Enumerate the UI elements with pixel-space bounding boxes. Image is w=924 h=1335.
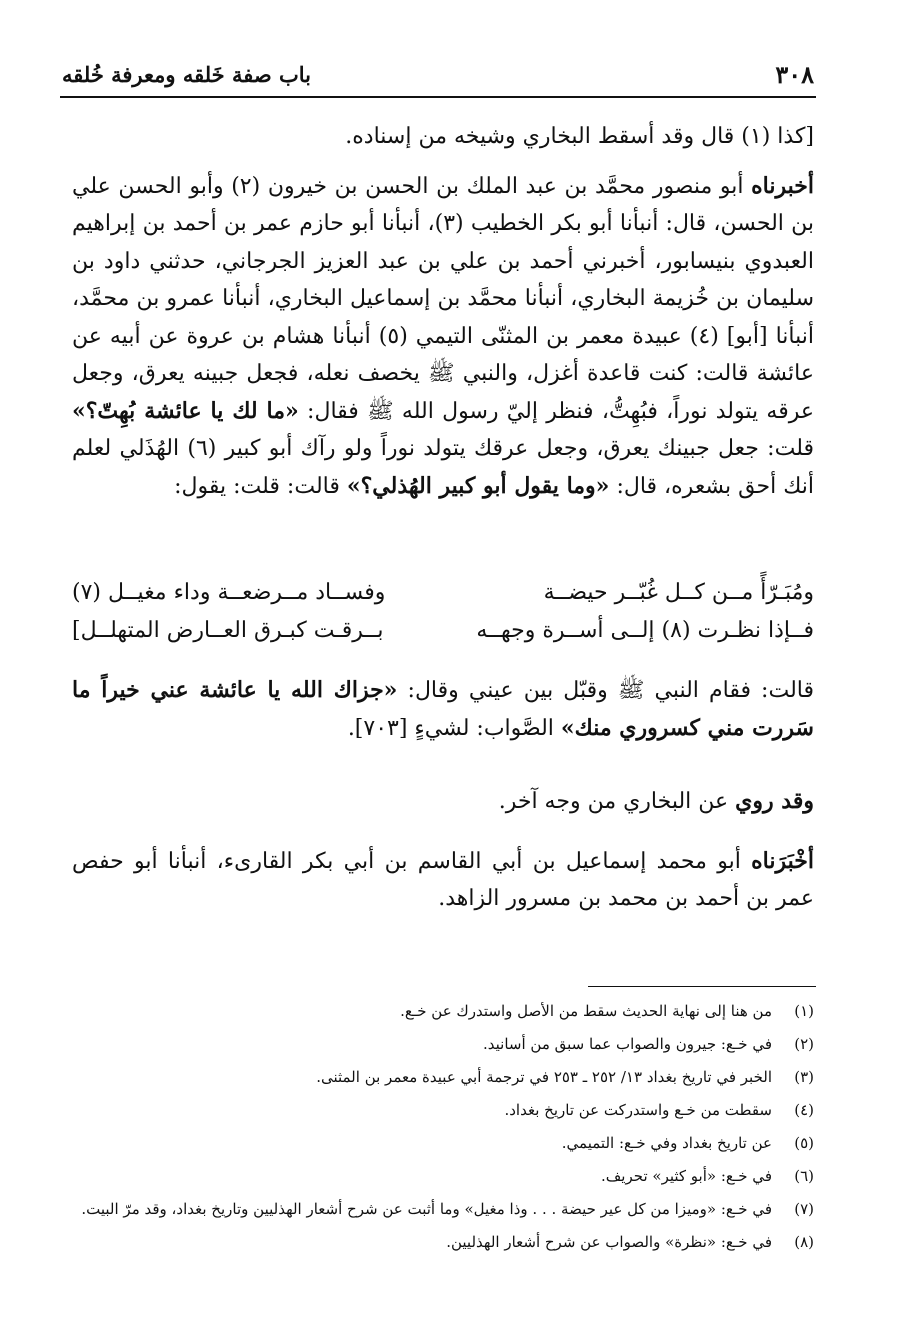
footnote-text: من هنا إلى نهاية الحديث سقط من الأصل واستدرك عن خـع. [400,1002,772,1020]
main-text [72,118,814,505]
page-header [62,60,814,90]
footnote-text: في خـع: «أبو كثير» تحريف. [601,1167,772,1185]
main-text-2 [72,672,814,918]
footnote-text: في خـع: «وميزا من كل عير حيضة . . . وذا مغيل» وما أثبت عن شرح أشعار الهذليين وتاريخ بغداد، وقد مرّ البيت. [81,1200,772,1218]
footnote-rule [588,986,816,987]
paragraph-4-lead: وقد روي [735,788,814,814]
footnote-text: الخبر في تاريخ بغداد ١٣/ ٢٥٢ ـ ٢٥٣ في ترجمة أبي عبيدة معمر بن المثنى. [316,1068,772,1086]
paragraph-3 [72,672,814,747]
paragraph-4 [72,783,814,821]
chain-text: أبو منصور محمَّد بن عبد الملك بن الحسن بن خيرون (٢) وأبو الحسن علي بن الحسن، قال: أنبأنا أبو بكر الخطيب (٣)، أنبأنا أبو حازم عمر بن أحمد بن إبراهيم العبدوي بنيسابور، أخبرني أحمد بن علي بن عبد العزيز الجرجاني، حدثني داود بن سليمان بن خُزيمة البخاري، أنبأنا محمَّد بن إسماعيل البخاري، أنبأنا عمرو بن محمَّد، أنبأنا [أبو] (٤) عبيدة معمر بن المثنّى التيمي (٥) أنبأنا هشام بن عروة عن أبيه عن عائشة قالت: كنت قاعدة أغزل، والنبي ﷺ يخصف نعله، فجعل جبينه يعرق، وجعل عرقه يتولد نوراً، فبُهِتُّ، فنظر إليّ رسول الله ﷺ فقال: [72,173,814,424]
paragraph-5-text: أبو محمد إسماعيل بن أبي القاسم بن أبي بكر القارىء، أنبأنا أبو حفص عمر بن أحمد بن محمد بن مسرور الزاهد. [72,848,814,911]
page-number: ٣٠٨ [775,60,814,89]
footnote-number: (٨) [794,1233,814,1251]
footnote-number: (٢) [794,1035,814,1053]
footnote [72,1198,814,1221]
verse-line-2 [72,618,814,654]
paragraph-4-text: عن البخاري من وجه آخر. [498,789,729,814]
footnote-text: سقطت من خـع واستدركت عن تاريخ بغداد. [504,1101,772,1119]
footnote-number: (٦) [794,1167,814,1185]
verse-2-hemistich-2: بــرقـت كبـرق العــارض المتهلــل] [72,618,384,643]
paragraph-1: [كذا (١) قال وقد أسقط البخاري وشيخه من إسناده. [345,124,814,149]
footnotes [72,1000,814,1264]
footnote [72,1000,814,1023]
footnote-text: عن تاريخ بغداد وفي خـع: التميمي. [561,1134,772,1152]
verse-line-1 [72,580,814,616]
footnote-number: (٥) [794,1134,814,1152]
paragraph-2-end: قالت: قلت: يقول: [174,473,340,499]
footnote [72,1165,814,1188]
paragraph-2 [72,168,814,506]
footnote-number: (٧) [794,1200,814,1218]
hadith-quote-1: «ما لك يا عائشة بُهِتّ؟» [72,397,299,424]
paragraph-3-b: الصَّواب: لشيءٍ [٧٠٣]. [347,715,554,741]
footnote [72,1231,814,1254]
hadith-quote-2: «وما يقول أبو كبير الهُذلي؟» [346,472,610,499]
header-rule [60,96,816,98]
paragraph-5 [72,843,814,918]
verse-1-hemistich-1: ومُبَـرّأً مــن كــل غُبّــر حيضــة [543,580,814,605]
paragraph-5-lead: أخْبَرَناه [751,847,814,874]
footnote [72,1033,814,1056]
footnote [72,1066,814,1089]
paragraph-3-a: قالت: فقام النبي ﷺ وقبّل بين عيني وقال: [407,678,814,703]
verse-1-hemistich-2: وفســاد مــرضعــة وداء مغيــل (٧) [72,580,386,605]
footnote-text: في خـع: «نظرة» والصواب عن شرح أشعار الهذليين. [446,1233,772,1251]
running-title: باب صفة خَلقه ومعرفة خُلقه [62,62,312,87]
paragraph-2-cont: قلت: جعل جبينك يعرق، وجعل عرقك يتولد نوراً ولو رآك أبو كبير (٦) الهُذَلي لعلم أنك أحق بشعره، قال: [72,436,814,499]
footnote-number: (٤) [794,1101,814,1119]
hadith-quote-3: «جزاك الله يا عائشة عني خيراً ما سَررت مني كسروري منك» [72,677,814,741]
footnote-text: في خـع: جيرون والصواب عما سبق من أسانيد. [482,1035,772,1053]
verse-2-hemistich-1: فــإذا نظـرت (٨) إلــى أســرة وجهــه [476,618,814,643]
footnote-number: (٣) [794,1068,814,1086]
footnote [72,1132,814,1155]
footnote-number: (١) [794,1002,814,1020]
footnote [72,1099,814,1122]
chain-lead: أخبرناه [751,172,814,199]
